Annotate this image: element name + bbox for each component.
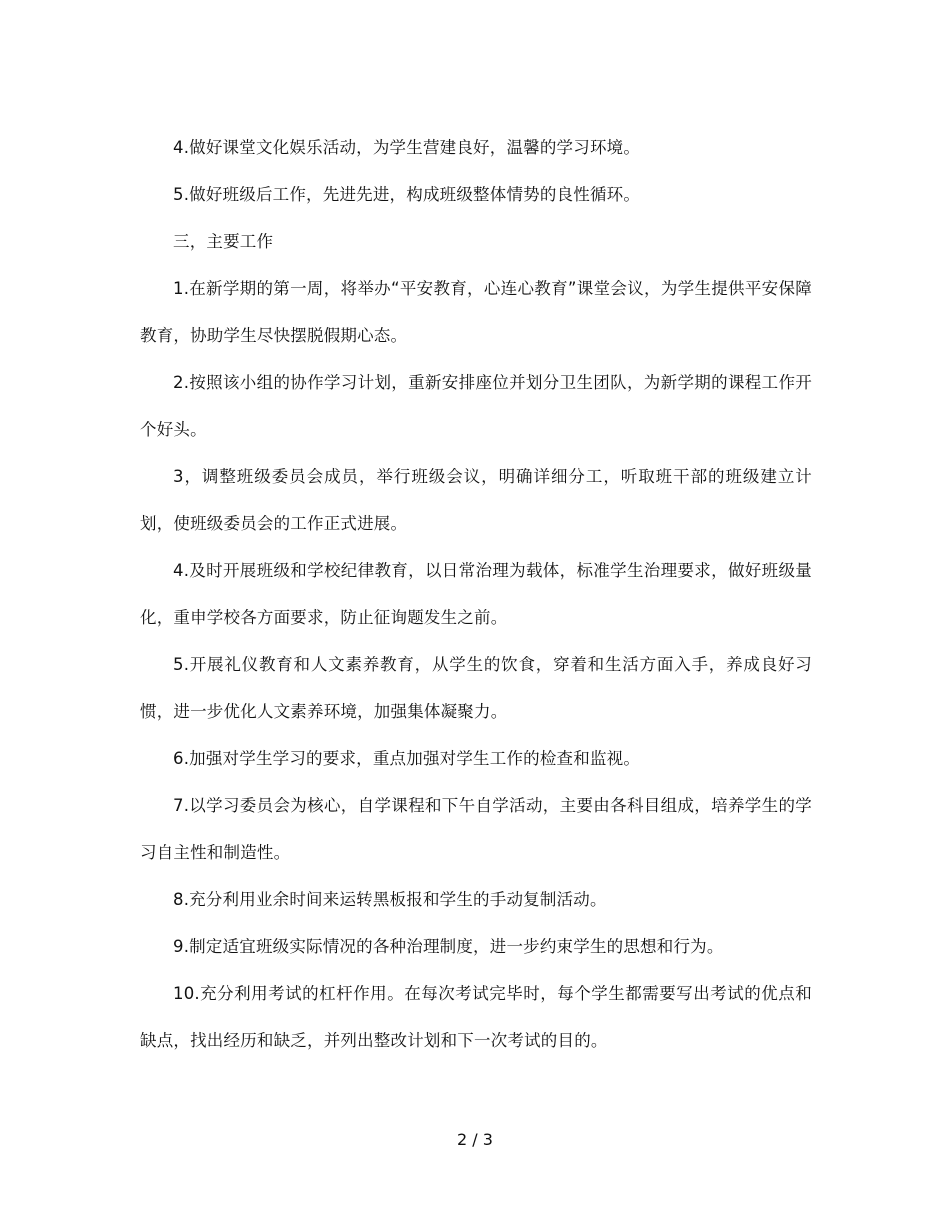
paragraph: 3，调整班级委员会成员，举行班级会议，明确详细分工，听取班干部的班级建立计划，使班级委员会的工作正式进展。: [140, 467, 812, 533]
page-number: 2 / 3: [457, 1130, 493, 1149]
paragraph: 5.开展礼仪教育和人文素养教育，从学生的饮食，穿着和生活方面入手，养成良好习惯，进一步优化人文素养环境，加强集体凝聚力。: [140, 655, 812, 721]
paragraph: 9.制定适宜班级实际情况的各种治理制度，进一步约束学生的思想和行为。: [173, 937, 724, 956]
paragraph: 6.加强对学生学习的要求，重点加强对学生工作的检查和监视。: [173, 749, 641, 768]
paragraph: 8.充分利用业余时间来运转黑板报和学生的手动复制活动。: [173, 890, 607, 909]
paragraph: 1.在新学期的第一周，将举办“平安教育，心连心教育”课堂会议，为学生提供平安保障教育，协助学生尽快摆脱假期心态。: [140, 279, 812, 345]
section-heading: 三，主要工作: [173, 232, 274, 251]
paragraph: 7.以学习委员会为核心，自学课程和下午自学活动，主要由各科目组成，培养学生的学习自主性和制造性。: [140, 796, 812, 862]
paragraph: 5.做好班级后工作，先进先进，构成班级整体情势的良性循环。: [173, 185, 641, 204]
paragraph: 4.及时开展班级和学校纪律教育，以日常治理为载体，标准学生治理要求，做好班级量化，重申学校各方面要求，防止征询题发生之前。: [140, 561, 812, 627]
paragraph: 10.充分利用考试的杠杆作用。在每次考试完毕时，每个学生都需要写出考试的优点和缺点，找出经历和缺乏，并列出整改计划和下一次考试的目的。: [140, 984, 812, 1050]
paragraph: 2.按照该小组的协作学习计划，重新安排座位并划分卫生团队，为新学期的课程工作开个好头。: [140, 373, 812, 439]
paragraph: 4.做好课堂文化娱乐活动，为学生营建良好，温馨的学习环境。: [173, 138, 641, 157]
document-body: [140, 124, 812, 1064]
